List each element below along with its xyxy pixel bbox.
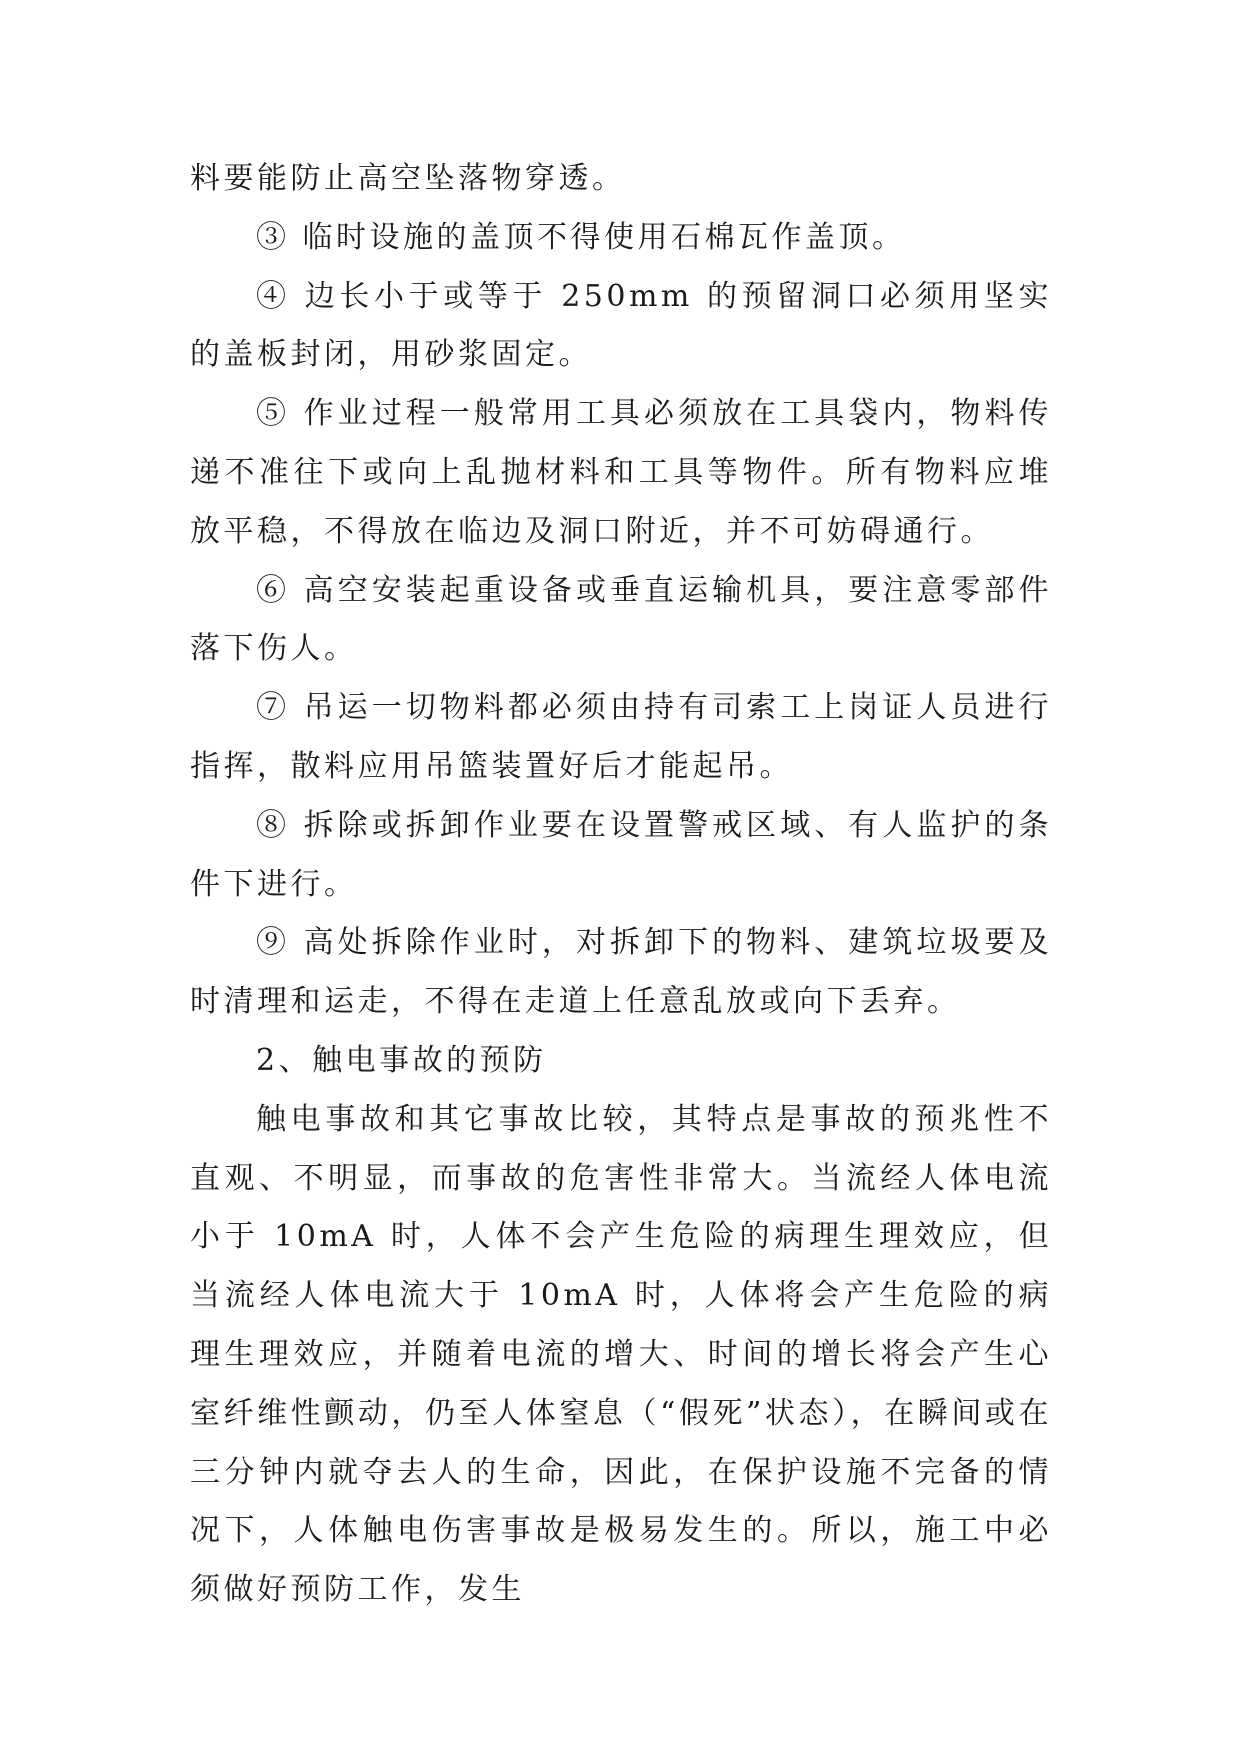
section-heading: 2、触电事故的预防	[256, 1042, 547, 1078]
paragraph-continuation: 料要能防止高空坠落物穿透。	[190, 161, 626, 196]
paragraph-item-3: ③ 临时设施的盖顶不得使用石棉瓦作盖顶。	[256, 219, 906, 255]
paragraph-item-5: ⑤ 作业过程一般常用工具必须放在工具袋内，物料传递不准往下或向上乱抛材料和工具等物件。所有物料应堆放平稳，不得放在临边及洞口附近，并不可妨碍通行。	[190, 396, 1052, 549]
document-body	[190, 150, 1052, 1620]
paragraph-item-9: ⑨ 高处拆除作业时，对拆卸下的物料、建筑垃圾要及时清理和运走，不得在走道上任意乱放或向下丢弃。	[190, 925, 1052, 1020]
paragraph-item-7: ⑦ 吊运一切物料都必须由持有司索工上岗证人员进行指挥，散料应用吊篮装置好后才能起吊。	[190, 690, 1052, 784]
paragraph-electric-shock: 触电事故和其它事故比较，其特点是事故的预兆性不直观、不明显，而事故的危害性非常大。当流经人体电流小于 10mA 时，人体不会产生危险的病理生理效应，但当流经人体电流大于 10mA 时，人体将会产生危险的病理生理效应，并随着电流的增大、时间的增长将会产生心室纤维性颤动，仍至人体窒息（“假死”状态），在瞬间或在三分钟内就夺去人的生命，因此，在保护设施不完备的情况下，人体触电伤害事故是极易发生的。所以，施工中必须做好预防工作，发生	[190, 1101, 1052, 1608]
paragraph-item-8: ⑧ 拆除或拆卸作业要在设置警戒区域、有人监护的条件下进行。	[190, 807, 1052, 902]
paragraph-item-4: ④ 边长小于或等于 250mm 的预留洞口必须用坚实的盖板封闭，用砂浆固定。	[190, 278, 1052, 373]
paragraph-item-6: ⑥ 高空安装起重设备或垂直运输机具，要注意零部件落下伤人。	[190, 572, 1052, 667]
